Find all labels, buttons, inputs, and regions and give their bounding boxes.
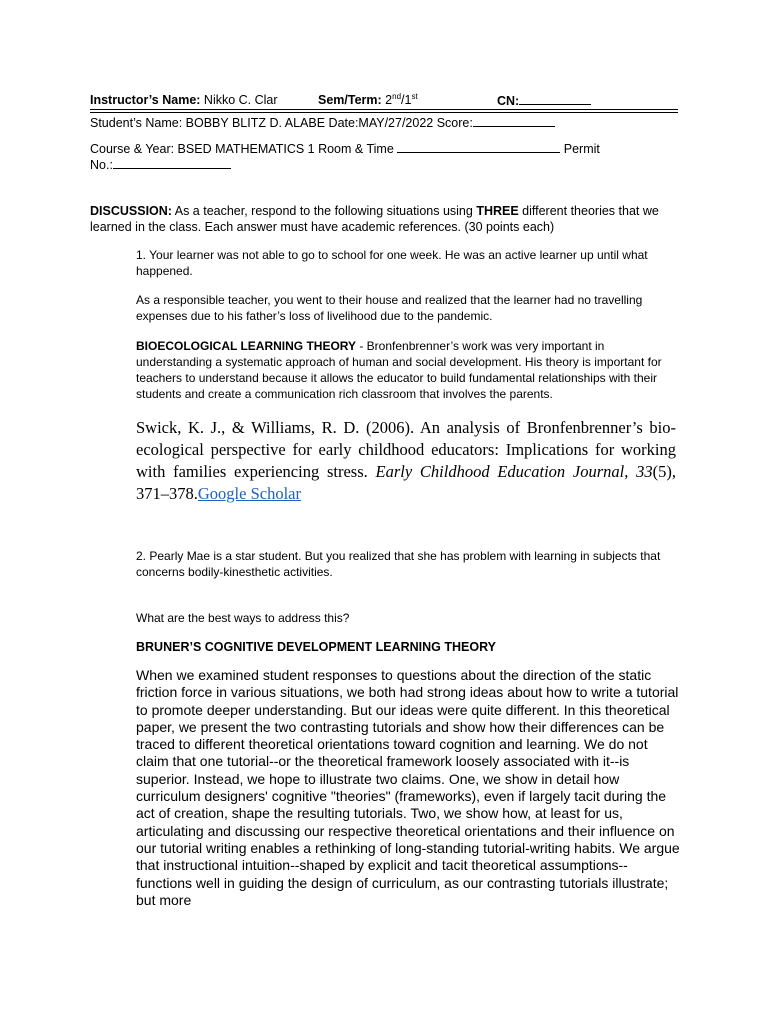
semterm-field <box>318 93 418 107</box>
course-line: Course & Year: BSED MATHEMATICS 1 Room & Time <box>90 142 398 156</box>
student-field <box>90 115 555 130</box>
permit-no-label: No.: <box>90 158 113 172</box>
semterm-label: Sem/Term: <box>318 93 382 107</box>
semterm-suffix: nd <box>392 91 402 101</box>
theory-text-bioecological: - Bronfenbrenner’s work was very important in understanding a systematic approach of human and social development. His theory is important for teachers to understand because it allows the educator to build fundamental relationships with their students and create a communication rich classroom that involves the parents. <box>136 339 662 401</box>
cn-field <box>497 93 591 108</box>
room-time-blank <box>397 141 560 153</box>
header-divider-bottom <box>90 112 678 113</box>
permit-no-field <box>90 157 231 172</box>
permit-no-blank <box>113 157 231 169</box>
discussion-instructions <box>90 203 680 235</box>
instructor-label: Instructor’s Name: <box>90 93 201 107</box>
question-2-ask: What are the best ways to address this? <box>136 611 350 625</box>
bruner-body-text: When we examined student responses to questions about the direction of the static friction force in various situations, we both had strong ideas about how to write a tutorial to promote deeper understanding. But our ideas were quite different. In this theoretical paper, we present the two contrasting tutorials and show how their differences can be traced to different theoretical orientations toward cognition and learning. We do not claim that one tutorial--or the theoretical framework loosely associated with it--is superior. Instead, we hope to illustrate two claims. One, we show in detail how curriculum designers' cognitive "theories" (frameworks), even if largely tacit during the act of creation, shape the resulting tutorials. Two, we show how, at least for us, articulating and discussing our respective theoretical orientations and their influence on our tutorial writing enables a rethinking of long-standing tutorial-writing habits. We argue that instructional intuition--shaped by explicit and tacit theoretical assumptions--functions well in guiding the design of curriculum, as our contrasting tutorials illustrate; but more <box>136 667 680 908</box>
theory-title-bioecological: BIOECOLOGICAL LEARNING THEORY <box>136 339 357 353</box>
term-number: /1 <box>401 93 412 107</box>
theory-title-bruner: BRUNER’S COGNITIVE DEVELOPMENT LEARNING THEORY <box>136 640 496 654</box>
header-divider-top <box>90 109 678 110</box>
student-line: Student’s Name: BOBBY BLITZ D. ALABE Date:MAY/27/2022 Score: <box>90 116 473 130</box>
semterm-number: 2 <box>385 93 393 107</box>
google-scholar-link[interactable]: Google Scholar <box>197 484 301 503</box>
reference-main: Swick, K. J., & Williams, R. D. (2006). An analysis of Bronfenbrenner’s bio-ecological perspective for early childhood educators: Implications for working with families experiencing stress. <box>136 418 676 481</box>
reference-journal: Early Childhood Education Journal, 33 <box>375 462 653 481</box>
permit-label: Permit <box>560 142 600 156</box>
reference-issue: (5), 371–378. <box>136 462 676 503</box>
question-1-answer <box>136 338 672 402</box>
instructor-field <box>90 93 278 107</box>
discussion-text-2: different theories that we learned in the class. Each answer must have academic references. (30 points each) <box>90 204 659 234</box>
question-1-scenario: As a responsible teacher, you went to their house and realized that the learner had no travelling expenses due to his father’s loss of livelihood due to the pandemic. <box>136 293 643 323</box>
cn-label: CN: <box>497 94 520 108</box>
course-field <box>90 141 600 156</box>
cn-blank <box>519 93 591 105</box>
instructor-value: Nikko C. Clar <box>200 93 278 107</box>
reference-citation <box>136 417 676 505</box>
discussion-label: DISCUSSION: <box>90 204 172 218</box>
question-2-prompt: 2. Pearly Mae is a star student. But you realized that she has problem with learning in subjects that concerns bodily-kinesthetic activities. <box>136 549 661 579</box>
semterm-value <box>385 93 418 107</box>
question-1-prompt: 1. Your learner was not able to go to school for one week. He was an active learner up until what happened. <box>136 248 648 278</box>
discussion-text-1: As a teacher, respond to the following situations using <box>171 204 477 218</box>
score-blank <box>473 115 555 127</box>
discussion-emphasis: THREE <box>476 204 519 218</box>
term-suffix: st <box>411 91 418 101</box>
